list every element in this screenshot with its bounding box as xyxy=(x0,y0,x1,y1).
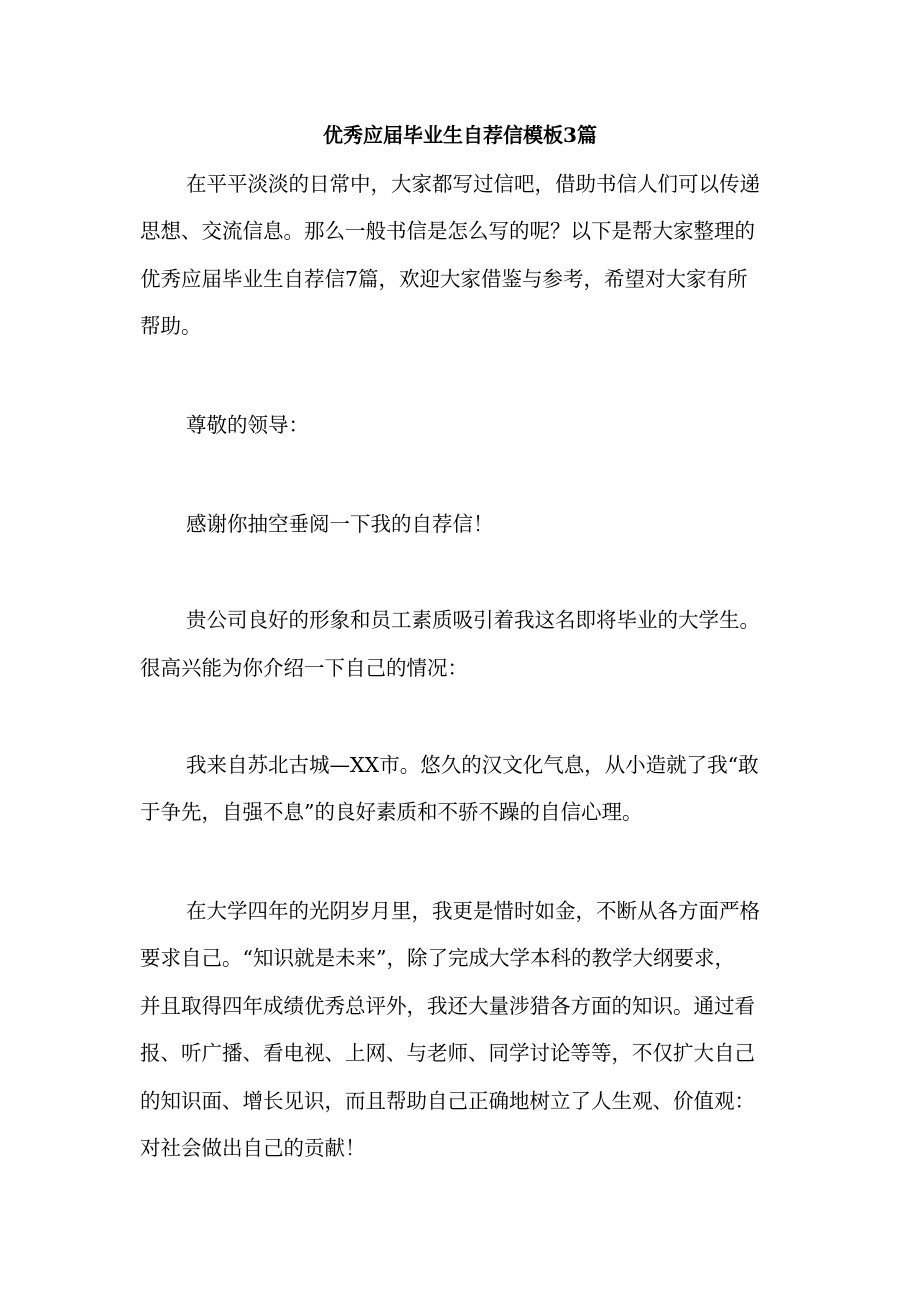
university-paragraph-line: 的知识面、增长见识，而且帮助自己正确地树立了人生观、价值观： xyxy=(140,1089,755,1113)
university-paragraph-line: 报、听广播、看电视、上网、与老师、同学讨论等等，不仅扩大自己 xyxy=(140,1041,755,1065)
salutation: 尊敬的领导： xyxy=(186,413,309,437)
thanks-paragraph-line: 感谢你抽空垂阅一下我的自荐信！ xyxy=(186,512,494,536)
university-paragraph-line: 并且取得四年成绩优秀总评外，我还大量涉猎各方面的知识。通过看 xyxy=(140,994,755,1018)
intro-paragraph-line: 在平平淡淡的日常中，大家都写过信吧，借助书信人们可以传递 xyxy=(186,172,760,196)
background-paragraph-line: 我来自苏北古城—XX市。悠久的汉文化气息，从小造就了我“敢 xyxy=(186,753,759,777)
company-paragraph-line: 贵公司良好的形象和员工素质吸引着我这名即将毕业的大学生。 xyxy=(186,608,760,632)
university-paragraph-line: 在大学四年的光阴岁月里，我更是惜时如金，不断从各方面严格 xyxy=(186,899,760,923)
company-paragraph-line: 很高兴能为你介绍一下自己的情况： xyxy=(140,656,468,680)
university-paragraph-line: 对社会做出自己的贡献！ xyxy=(140,1136,366,1160)
intro-paragraph-line: 帮助。 xyxy=(140,314,202,338)
intro-paragraph-line: 优秀应届毕业生自荐信7篇，欢迎大家借鉴与参考，希望对大家有所 xyxy=(140,267,748,291)
university-paragraph-line: 要求自己。“知识就是未来”，除了完成大学本科的教学大纲要求， xyxy=(140,946,735,970)
background-paragraph-line: 于争先，自强不息”的良好素质和不骄不躁的自信心理。 xyxy=(140,800,643,824)
intro-paragraph-line: 思想、交流信息。那么一般书信是怎么写的呢？以下是帮大家整理的 xyxy=(140,219,755,243)
document-title: 优秀应届毕业生自荐信模板3篇 xyxy=(323,123,597,147)
